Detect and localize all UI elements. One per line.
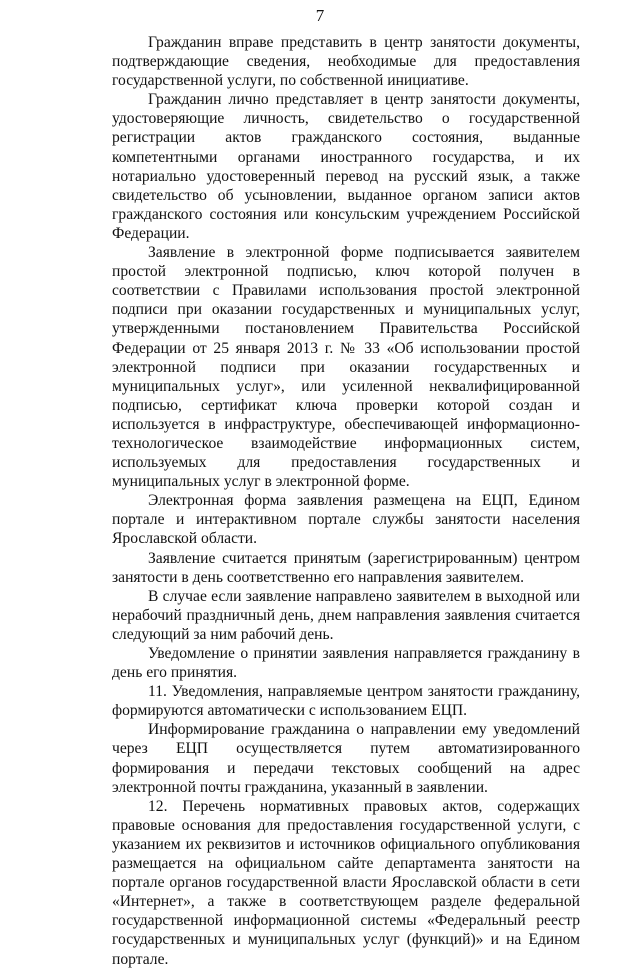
page-number: 7 <box>315 6 325 25</box>
paragraph-optional-documents: Гражданин вправе представить в центр занятости документы, подтверждающие сведения, необходимые для предоставления государственной услуги, по собственной инициативе. <box>112 34 580 90</box>
paragraph-item-11: 11. Уведомления, направляемые центром занятости гражданину, формируются автоматически с использованием ЕЦП. <box>112 683 580 720</box>
document-body <box>112 33 580 969</box>
paragraph-acceptance-notice: Уведомление о принятии заявления направляется гражданину в день его принятия. <box>112 645 580 682</box>
paragraph-email-notification: Информирование гражданина о направлении ему уведомлений через ЕЦП осуществляется путем автоматизированного формирования и передачи текстовых сообщений на адрес электронной почты гражданина, указанный в заявлении. <box>112 721 580 796</box>
paragraph-personal-documents: Гражданин лично представляет в центр занятости документы, удостоверяющие личность, свидетельство о государственной регистрации актов гражданского состояния, выданные компетентными органами иностранного государства, и их нотариально удостоверенный перевод на русский язык, а также свидетельство об усыновлении, выданное органом записи актов гражданского состояния или консульским учреждением Российской Федерации. <box>112 91 580 242</box>
paragraph-item-12: 12. Перечень нормативных правовых актов, содержащих правовые основания для предоставления государственной услуги, с указанием их реквизитов и источников официального опубликования размещается на официальном сайте департамента занятости на портале органов государственной власти Ярославской области в сети «Интернет», а также в соответствующем разделе федеральной государственной информационной системы «Федеральный реестр государственных и муниципальных услуг (функций)» и на Едином портале. <box>112 797 580 968</box>
paragraph-application-registration: Заявление считается принятым (зарегистрированным) центром занятости в день соответственно его направления заявителем. <box>112 549 580 586</box>
paragraph-holiday-submission: В случае если заявление направлено заявителем в выходной или нерабочий праздничный день, днем направления заявления считается следующий за ним рабочий день. <box>112 587 580 643</box>
paragraph-electronic-signature: Заявление в электронной форме подписывается заявителем простой электронной подписью, ключ которой получен в соответствии с Правилами использования простой электронной подписи при оказании государственных и муниципальных услуг, утвержденными постановлением Правительства Российской Федерации от 25 января 2013 г. № 33 «Об использовании простой электронной подписи при оказании государственных и муниципальных услуг», или усиленной неквалифицированной подписью, сертификат ключа проверки которой создан и используется в инфраструктуре, обеспечивающей информационно-технологическое взаимодействие информационных систем, используемых для предоставления государственных и муниципальных услуг в электронной форме. <box>112 244 580 491</box>
paragraph-electronic-form-location: Электронная форма заявления размещена на ЕЦП, Едином портале и интерактивном портале службы занятости населения Ярославской области. <box>112 492 580 548</box>
